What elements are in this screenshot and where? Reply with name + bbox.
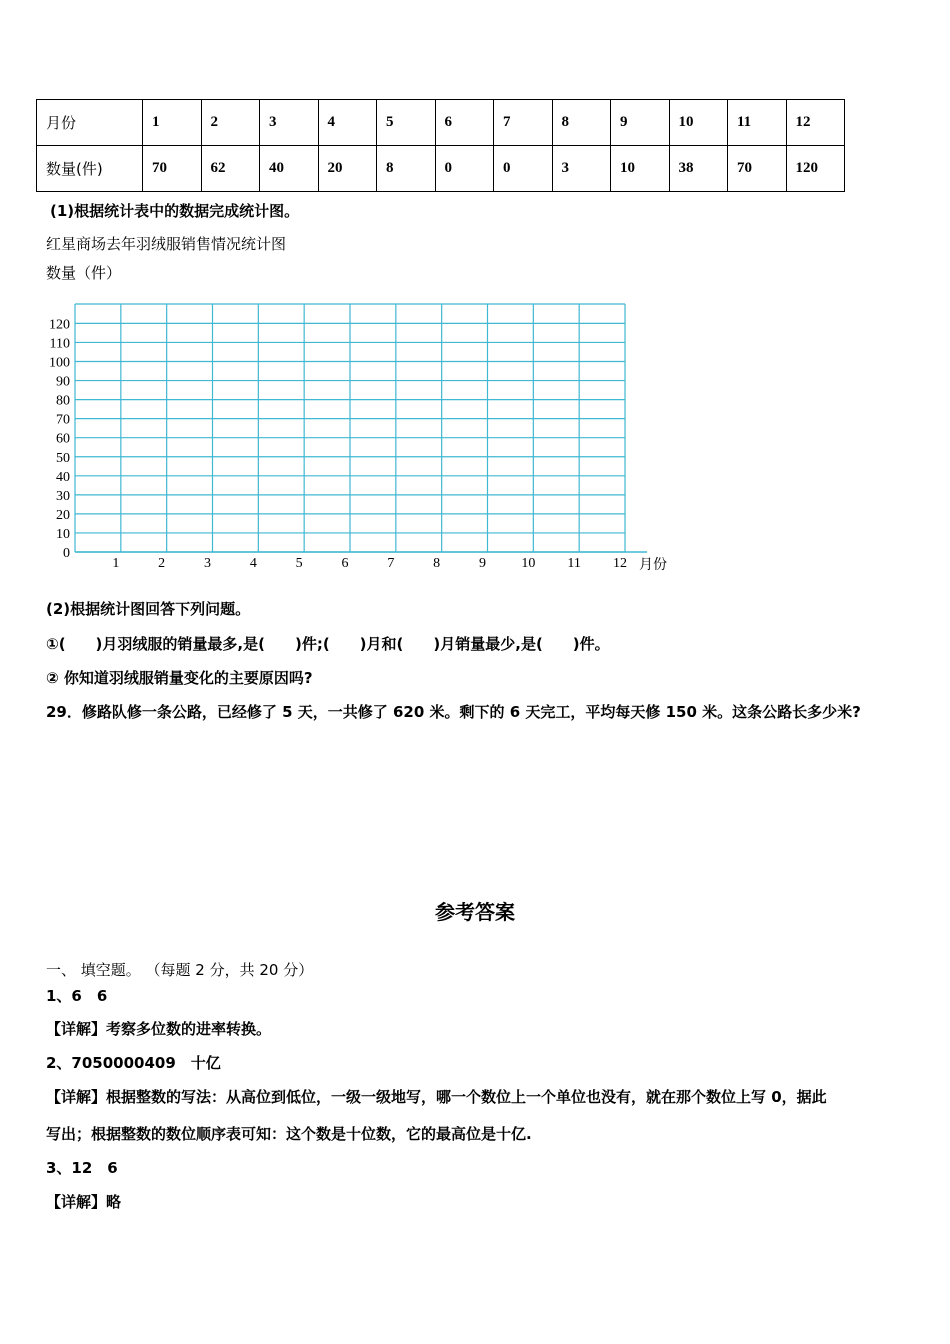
cell-qty: 10 <box>611 146 670 192</box>
cell-qty: 70 <box>143 146 202 192</box>
line-chart-grid <box>0 290 700 580</box>
cell-qty: 62 <box>201 146 260 192</box>
cell-month: 3 <box>260 100 319 146</box>
cell-qty: 20 <box>318 146 377 192</box>
cell-qty: 0 <box>435 146 494 192</box>
cell-month: 11 <box>728 100 787 146</box>
cell-month: 5 <box>377 100 436 146</box>
answer-3-detail: 【详解】略 <box>46 1193 122 1211</box>
cell-month: 2 <box>201 100 260 146</box>
answer-1-detail: 【详解】考察多位数的进率转换。 <box>46 1020 272 1038</box>
y-tick-label: 120 <box>49 317 70 333</box>
table-row-months <box>37 100 845 146</box>
x-tick-label: 1 <box>112 556 120 571</box>
x-tick-label: 4 <box>249 556 257 571</box>
cell-month: 8 <box>552 100 611 146</box>
table-row-quantities <box>37 146 845 192</box>
question-2-2: ② 你知道羽绒服销量变化的主要原因吗? <box>46 669 313 687</box>
y-tick-label: 50 <box>56 450 70 466</box>
cell-month: 12 <box>786 100 845 146</box>
x-tick-label: 10 <box>521 556 536 571</box>
x-tick-label: 3 <box>204 556 211 571</box>
x-tick-label: 7 <box>387 556 395 571</box>
sales-table <box>36 99 845 192</box>
y-tick-label: 70 <box>56 412 70 428</box>
y-tick-label: 80 <box>56 393 70 409</box>
question-29: 29．修路队修一条公路，已经修了 5 天，一共修了 620 米。剩下的 6 天完工，平均每天修 150 米。这条公路长多少米? <box>46 703 861 721</box>
answer-2-detail-1: 【详解】根据整数的写法：从高位到低位，一级一级地写，哪一个数位上一个单位也没有，就在那个数位上写 0，据此 <box>46 1088 827 1106</box>
y-tick-label: 40 <box>56 469 70 485</box>
x-tick-label: 12 <box>613 556 627 571</box>
cell-qty: 40 <box>260 146 319 192</box>
row-label-month: 月份 <box>37 100 143 146</box>
cell-month: 4 <box>318 100 377 146</box>
cell-qty: 38 <box>669 146 728 192</box>
row-label-qty: 数量(件) <box>37 146 143 192</box>
y-tick-label: 90 <box>56 374 70 390</box>
question-2-1: ①( )月羽绒服的销量最多,是( )件;( )月和( )月销量最少,是( )件。 <box>46 635 610 653</box>
x-tick-label: 2 <box>158 556 166 571</box>
question-2: (2)根据统计图回答下列问题。 <box>46 600 251 618</box>
cell-month: 10 <box>669 100 728 146</box>
y-tick-label: 110 <box>49 336 70 352</box>
y-tick-label: 100 <box>49 355 70 371</box>
answer-2-detail-2: 写出；根据整数的数位顺序表可知：这个数是十位数，它的最高位是十亿. <box>46 1125 532 1143</box>
chart-ylabel: 数量（件） <box>46 264 122 282</box>
x-tick-label: 6 <box>341 556 349 571</box>
answer-1: 1、6 6 <box>46 987 108 1005</box>
answers-title: 参考答案 <box>435 900 515 924</box>
x-tick-label: 11 <box>567 556 581 571</box>
cell-qty: 0 <box>494 146 553 192</box>
cell-qty: 120 <box>786 146 845 192</box>
y-tick-label: 10 <box>56 526 70 542</box>
answer-3: 3、12 6 <box>46 1159 118 1177</box>
y-tick-label: 20 <box>56 507 70 523</box>
x-axis-label: 月份 <box>639 558 667 573</box>
x-tick-label: 9 <box>479 556 486 571</box>
question-1: (1)根据统计表中的数据完成统计图。 <box>50 202 300 220</box>
cell-qty: 8 <box>377 146 436 192</box>
chart-title: 红星商场去年羽绒服销售情况统计图 <box>46 235 287 253</box>
cell-month: 7 <box>494 100 553 146</box>
x-tick-label: 5 <box>295 556 303 571</box>
cell-month: 9 <box>611 100 670 146</box>
y-tick-label: 30 <box>56 488 70 504</box>
cell-qty: 3 <box>552 146 611 192</box>
answer-2: 2、7050000409 十亿 <box>46 1054 221 1072</box>
cell-qty: 70 <box>728 146 787 192</box>
answers-section: 一、 填空题。 （每题 2 分，共 20 分） <box>46 961 314 979</box>
y-tick-label: 60 <box>56 431 70 447</box>
cell-month: 6 <box>435 100 494 146</box>
x-tick-label: 8 <box>433 556 441 571</box>
cell-month: 1 <box>143 100 202 146</box>
y-tick-label: 0 <box>63 546 70 561</box>
